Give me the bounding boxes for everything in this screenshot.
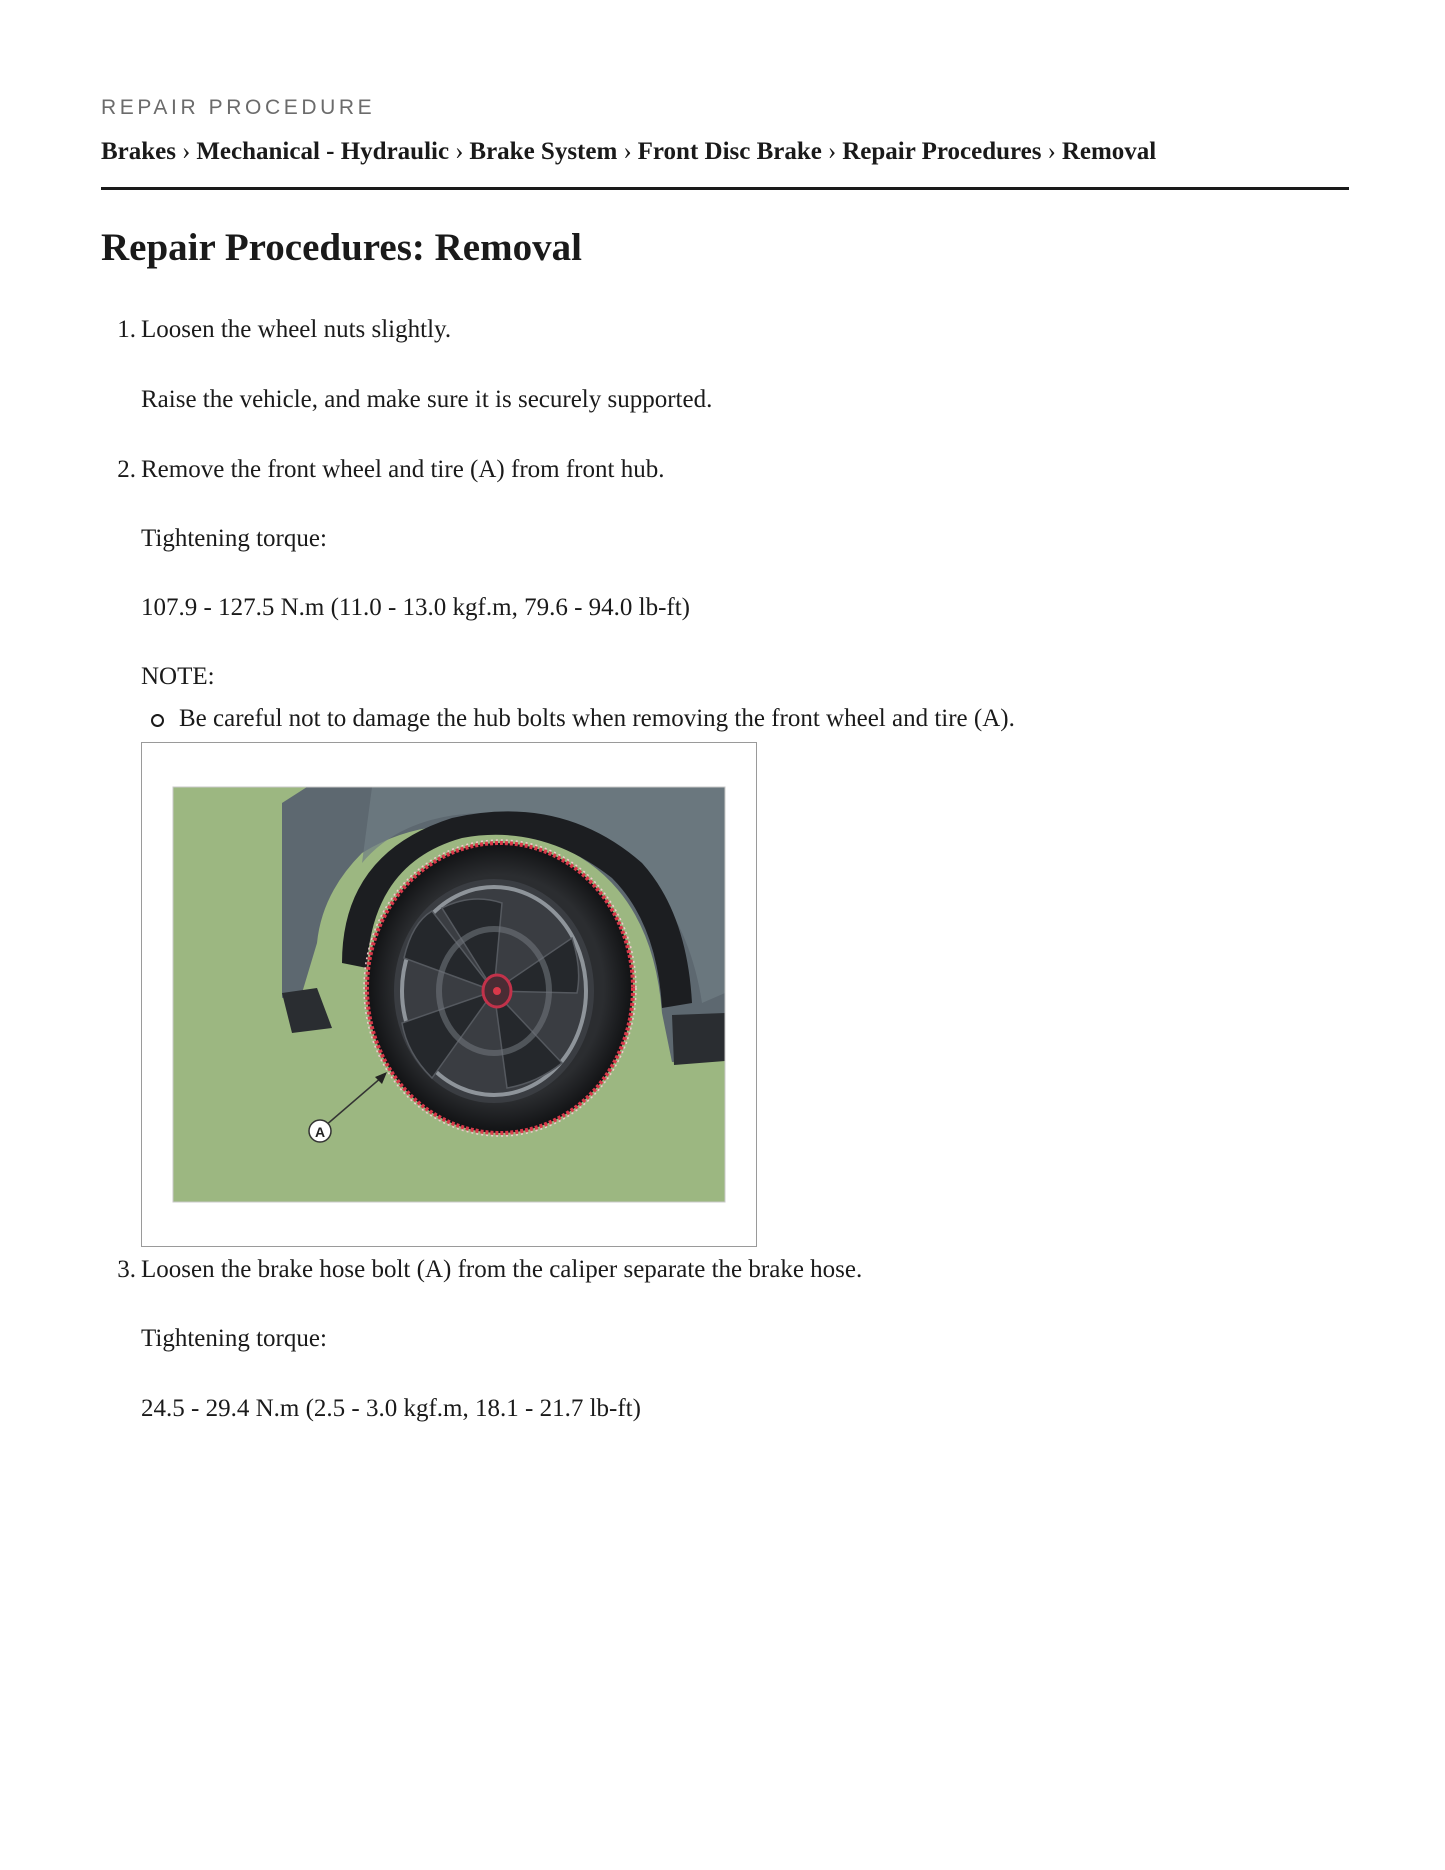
breadcrumb-separator: › xyxy=(455,138,464,165)
step-3-torque-value: 24.5 - 29.4 N.m (2.5 - 3.0 kgf.m, 18.1 - 21.7 lb-ft) xyxy=(141,1395,641,1422)
step-3-torque-label: Tightening torque: xyxy=(141,1325,327,1352)
step-2-torque-value: 107.9 - 127.5 N.m (11.0 - 13.0 kgf.m, 79.6 - 94.0 lb-ft) xyxy=(141,594,691,621)
breadcrumb-item-brakes[interactable]: Brakes xyxy=(101,138,176,165)
wheel-removal-figure xyxy=(141,742,757,1247)
step-3-text: Loosen the brake hose bolt (A) from the caliper separate the brake hose. xyxy=(141,1256,863,1283)
breadcrumb-item-brake-system[interactable]: Brake System xyxy=(469,138,618,165)
breadcrumb-separator: › xyxy=(1047,138,1056,165)
section-kicker: REPAIR PROCEDURE xyxy=(101,96,376,119)
breadcrumb-separator: › xyxy=(827,138,837,165)
bullet-icon xyxy=(151,714,164,727)
breadcrumb xyxy=(101,138,1156,166)
page-title: Repair Procedures: Removal xyxy=(101,226,582,269)
step-2-note-item: Be careful not to damage the hub bolts when removing the front wheel and tire (A). xyxy=(179,705,1015,732)
step-1-number: 1. xyxy=(117,316,136,343)
step-1-note: Raise the vehicle, and make sure it is securely supported. xyxy=(141,386,713,413)
step-2-torque-label: Tightening torque: xyxy=(141,525,327,552)
step-3-number: 3. xyxy=(117,1256,136,1283)
breadcrumb-item-repair-procedures[interactable]: Repair Procedures xyxy=(842,138,1042,165)
breadcrumb-item-removal[interactable]: Removal xyxy=(1061,138,1157,165)
step-2-text: Remove the front wheel and tire (A) from front hub. xyxy=(141,456,665,483)
breadcrumb-separator: › xyxy=(182,138,191,165)
callout-label: A xyxy=(314,1124,326,1140)
breadcrumb-item-mechanical-hydraulic[interactable]: Mechanical - Hydraulic xyxy=(196,138,450,165)
header-divider xyxy=(101,187,1349,190)
step-1-text: Loosen the wheel nuts slightly. xyxy=(141,316,452,343)
wheel-illustration xyxy=(142,743,758,1248)
step-2-number: 2. xyxy=(117,456,136,483)
breadcrumb-item-front-disc-brake[interactable]: Front Disc Brake xyxy=(637,138,822,165)
breadcrumb-separator: › xyxy=(623,138,632,165)
step-2-note-label: NOTE: xyxy=(141,663,215,690)
